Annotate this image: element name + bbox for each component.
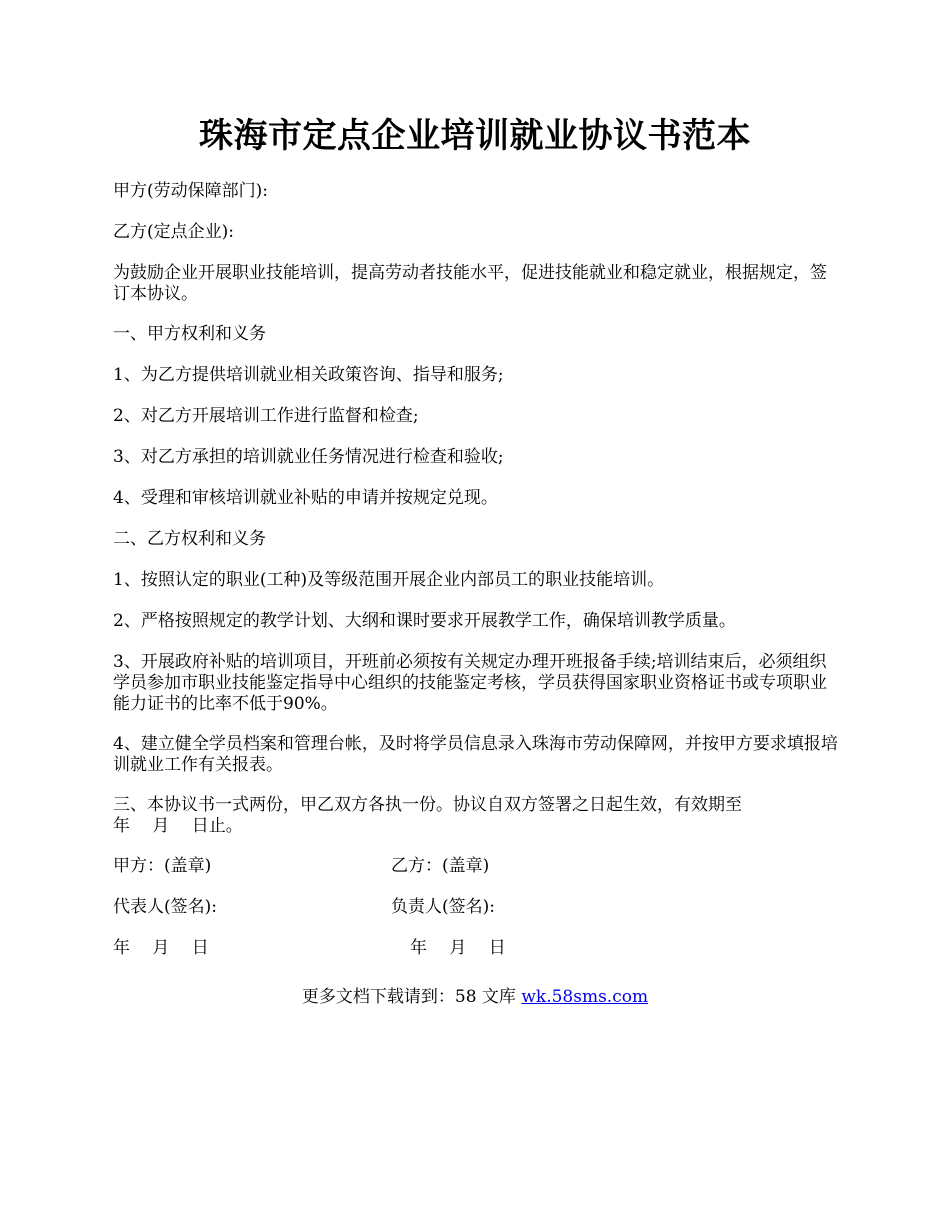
section3-line1: 三、本协议书一式两份，甲乙双方各执一份。协议自双方签署之日起生效，有效期至: [113, 795, 742, 815]
section1-item: 3、对乙方承担的培训就业任务情况进行检查和验收;: [113, 447, 504, 467]
party-a-line: 甲方(劳动保障部门):: [113, 181, 268, 201]
section1-item: 1、为乙方提供培训就业相关政策咨询、指导和服务;: [113, 365, 504, 385]
signature-seal-row: [113, 856, 843, 877]
section3-paragraph: [113, 795, 843, 837]
document-body: [113, 181, 843, 979]
section1-item: 2、对乙方开展培训工作进行监督和检查;: [113, 406, 419, 426]
intro-paragraph: 为鼓励企业开展职业技能培训，提高劳动者技能水平，促进技能就业和稳定就业，根据规定，签订本协议。: [113, 263, 827, 304]
footer-prefix: 更多文档下载请到：58 文库: [301, 987, 522, 1007]
signature-date-row: [113, 938, 843, 959]
section3-line2: 年 月 日止。: [113, 816, 243, 836]
party-b-line: 乙方(定点企业):: [113, 222, 234, 242]
party-b-responsible: 负责人(签名):: [391, 897, 495, 917]
party-a-seal: 甲方：(盖章): [113, 856, 212, 876]
footer-link[interactable]: wk.58sms.com: [521, 987, 649, 1007]
signature-rep-row: [113, 897, 843, 918]
section2-item: 2、严格按照规定的教学计划、大纲和课时要求开展教学工作，确保培训教学质量。: [113, 611, 736, 631]
party-b-seal: 乙方：(盖章): [391, 856, 490, 876]
party-a-date: 年 月 日: [113, 938, 209, 958]
section1-item: 4、受理和审核培训就业补贴的申请并按规定兑现。: [113, 488, 498, 508]
party-a-representative: 代表人(签名):: [113, 897, 217, 917]
section2-item: 1、按照认定的职业(工种)及等级范围开展企业内部员工的职业技能培训。: [113, 570, 665, 590]
party-b-date: 年 月 日: [410, 938, 506, 958]
document-title: 珠海市定点企业培训就业协议书范本: [199, 116, 751, 156]
section2-item: 3、开展政府补贴的培训项目，开班前必须按有关规定办理开班报备手续;培训结束后，必须组织学员参加市职业技能鉴定指导中心组织的技能鉴定考核，学员获得国家职业资格证书或专项职业能力证书的比率不低于90%。: [113, 652, 827, 714]
section2-heading: 二、乙方权利和义务: [113, 529, 266, 549]
download-footer: [0, 987, 950, 1008]
section1-heading: 一、甲方权利和义务: [113, 324, 266, 344]
section2-item: 4、建立健全学员档案和管理台帐，及时将学员信息录入珠海市劳动保障网，并按甲方要求填报培训就业工作有关报表。: [113, 734, 838, 775]
